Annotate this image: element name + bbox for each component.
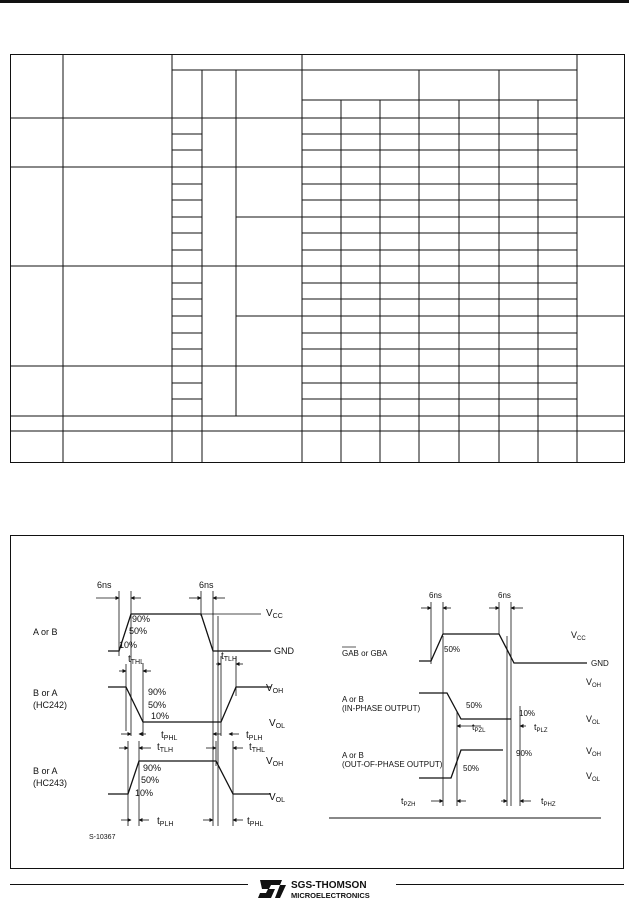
t-pzl-label: $t_{PZL}$ [472, 722, 486, 734]
input-a-or-b-label: A or B [33, 627, 58, 637]
right-six-ns-label-2: 6ns [498, 591, 511, 600]
pct-90-label-1: 90% [132, 614, 151, 624]
t-phl-label-2: $t_{PHL}$ [247, 816, 264, 828]
right-vol-label-2: $V_{OL}$ [586, 771, 601, 783]
right-pct-50-label-1: 50% [444, 645, 461, 654]
right-pct-50-label-3: 50% [463, 764, 480, 773]
pct-10-label-2: 10% [151, 711, 170, 721]
left-markers [96, 591, 243, 826]
six-ns-label-2: 6ns [199, 580, 214, 590]
six-ns-label-1: 6ns [97, 580, 112, 590]
vol-label-2: $V_{OL}$ [269, 792, 286, 804]
right-labels [342, 591, 609, 808]
pct-90-label-2: 90% [148, 687, 167, 697]
right-pct-50-label-2: 50% [466, 701, 483, 710]
output-hc242-waveform [108, 687, 271, 722]
output-hc243-waveform [108, 761, 271, 794]
footer-rule-left [10, 884, 248, 885]
out-phase-label-2: (OUT-OF-PHASE OUTPUT) [342, 760, 443, 769]
right-waveforms [419, 634, 587, 778]
figure-id-label: S-10367 [89, 834, 116, 841]
out-hc243-label-2: (HC243) [33, 778, 68, 788]
right-pct-10-label: 10% [519, 709, 536, 718]
in-phase-label-1: A or B [342, 695, 364, 704]
switching-waveforms-box [10, 535, 624, 869]
out-hc242-label-1: B or A [33, 688, 58, 698]
table-grid [10, 54, 626, 464]
enable-label: GAB or GBA [342, 649, 388, 658]
t-tlh-label-2: $t_{TLH}$ [157, 742, 174, 754]
footer-rule-right [396, 884, 624, 885]
st-logo [258, 876, 388, 902]
pct-50-label-2: 50% [148, 700, 167, 710]
t-plh-label-1: $t_{PLH}$ [246, 730, 263, 742]
t-thl-label-1: $t_{THL}$ [128, 654, 145, 666]
st-mark-icon [258, 880, 286, 898]
left-labels [33, 580, 295, 841]
logo-line-2: MICROELECTRONICS [291, 891, 370, 900]
out-phase-label-1: A or B [342, 751, 364, 760]
in-phase-output-waveform [419, 693, 511, 719]
pct-10-label-3: 10% [135, 788, 154, 798]
waveform-diagram [11, 536, 625, 870]
t-phl-label-1: $t_{PHL}$ [161, 730, 178, 742]
t-pzh-label: $t_{PZH}$ [401, 796, 416, 808]
right-gnd-label: GND [591, 659, 609, 668]
t-thl-label-2: $t_{THL}$ [249, 742, 266, 754]
in-phase-label-2: (IN-PHASE OUTPUT) [342, 704, 421, 713]
vcc-label: $V_{CC}$ [266, 608, 283, 620]
t-phz-label: $t_{PHZ}$ [541, 796, 556, 808]
right-vcc-label: $V_{CC}$ [571, 630, 586, 642]
gnd-label: GND [274, 646, 294, 656]
top-rule [0, 0, 629, 3]
voh-label-2: $V_{OH}$ [266, 756, 284, 768]
pct-50-label-3: 50% [141, 775, 160, 785]
t-plz-label: $t_{PLZ}$ [534, 722, 548, 734]
right-pct-90-label: 90% [516, 749, 533, 758]
right-six-ns-label-1: 6ns [429, 591, 442, 600]
characteristics-table [10, 54, 626, 464]
right-vol-label-1: $V_{OL}$ [586, 714, 601, 726]
voh-label-1: $V_{OH}$ [266, 683, 284, 695]
vol-label-1: $V_{OL}$ [269, 718, 286, 730]
right-voh-label-1: $V_{OH}$ [586, 677, 602, 689]
pct-50-label-1: 50% [129, 626, 148, 636]
logo-line-1: SGS-THOMSON [291, 880, 367, 891]
pct-90-label-3: 90% [143, 763, 162, 773]
t-plh-label-2: $t_{PLH}$ [157, 816, 174, 828]
right-voh-label-2: $V_{OH}$ [586, 746, 602, 758]
pct-10-label-1: 10% [119, 640, 138, 650]
t-tlh-label-1: $t_{TLH}$ [221, 651, 238, 663]
out-hc242-label-2: (HC242) [33, 700, 68, 710]
out-hc243-label-1: B or A [33, 766, 58, 776]
